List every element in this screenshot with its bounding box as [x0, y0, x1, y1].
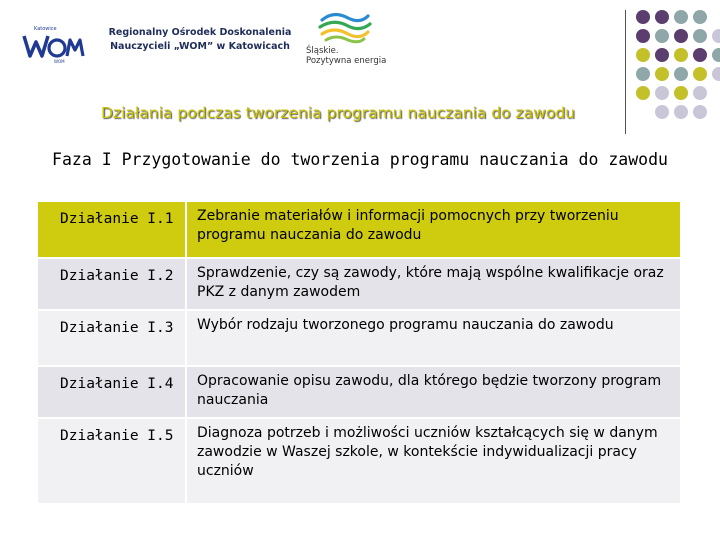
organization-name: [100, 26, 300, 54]
dots-row-3: [636, 48, 720, 62]
action-description: Sprawdzenie, czy są zawody, które mają wspólne kwalifikacje oraz PKZ z danym zawodem: [186, 258, 680, 310]
wom-logo-text: WOM: [54, 59, 65, 64]
action-description: Wybór rodzaju tworzonego programu nauczania do zawodu: [186, 310, 680, 366]
action-label: Działanie I.2: [38, 258, 186, 310]
page-subtitle: Działania podczas tworzenia programu nauczania do zawodu: [101, 104, 575, 122]
wom-logo-small-text: Katowice: [34, 26, 57, 32]
table-row: [38, 258, 680, 310]
wom-logo: [18, 22, 88, 64]
action-description: Diagnoza potrzeb i możliwości uczniów kształcących się w danym zawodzie w Waszej szkole, w kontekście indywidualizacji pracy uczniów: [186, 418, 680, 504]
dots-row-5: [636, 86, 707, 100]
slaskie-line2: Pozytywna energia: [306, 56, 387, 66]
action-label: Działanie I.3: [38, 310, 186, 366]
action-description: Zebranie materiałów i informacji pomocnych przy tworzeniu programu nauczania do zawodu: [186, 202, 680, 258]
table-row: [38, 310, 680, 366]
action-label: Działanie I.4: [38, 366, 186, 418]
decorative-dots: [633, 9, 720, 129]
org-name-line1: Regionalny Ośrodek Doskonalenia: [108, 27, 292, 38]
org-name-line2: Nauczycieli „WOM” w Katowicach: [110, 41, 290, 52]
dots-row-2: [636, 29, 720, 43]
action-label: Działanie I.1: [38, 202, 186, 258]
slaskie-logo-text: [306, 46, 386, 66]
dots-row-1: [636, 10, 707, 24]
slaskie-line1: Śląskie.: [306, 46, 339, 56]
dots-row-4: [636, 67, 720, 81]
dots-row-6: [655, 105, 707, 119]
actions-table: [38, 202, 680, 505]
action-description: Opracowanie opisu zawodu, dla którego będzie tworzony program nauczania: [186, 366, 680, 418]
table-row: [38, 366, 680, 418]
action-label: Działanie I.5: [38, 418, 186, 504]
header-divider: [625, 10, 626, 134]
table-row: [38, 202, 680, 258]
table-row: [38, 418, 680, 504]
page-title: Faza I Przygotowanie do tworzenia programu nauczania do zawodu: [52, 150, 668, 169]
